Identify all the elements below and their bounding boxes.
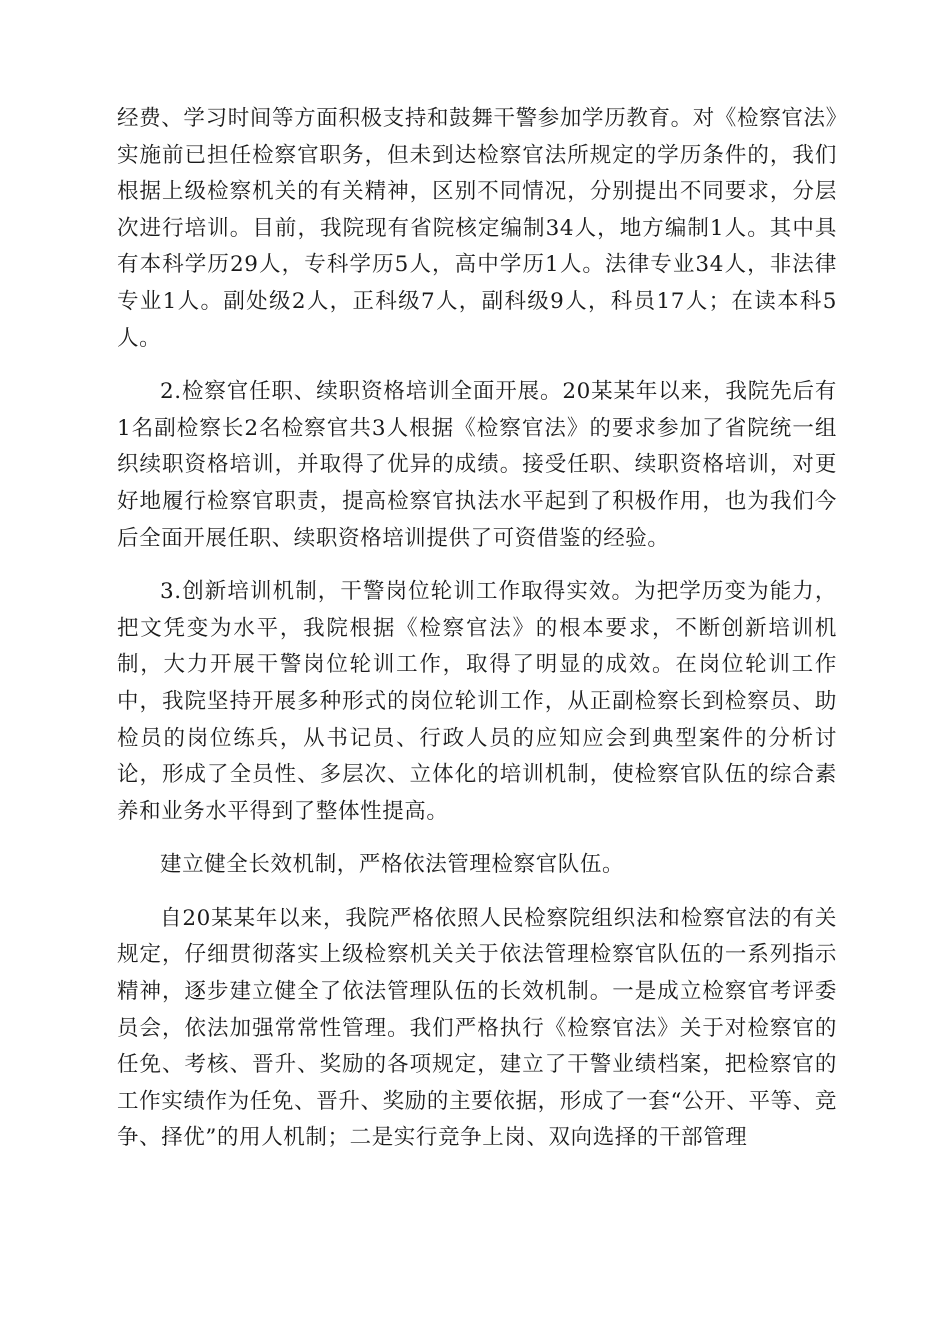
document-body xyxy=(117,101,837,1157)
paragraph-training-mechanism: 3.创新培训机制，干警岗位轮训工作取得实效。为把学历变为能力，把文凭变为水平，我院根据《检察官法》的根本要求，不断创新培训机制，大力开展干警岗位轮训工作，取得了明显的成效。在岗位轮训工作中，我院坚持开展多种形式的岗位轮训工作，从正副检察长到检察员、助检员的岗位练兵，从书记员、行政人员的应知应会到典型案件的分析讨论，形成了全员性、多层次、立体化的培训机制，使检察官队伍的综合素养和业务水平得到了整体性提高。 xyxy=(117,579,837,824)
paragraph-continuation: 经费、学习时间等方面积极支持和鼓舞干警参加学历教育。对《检察官法》实施前已担任检察官职务，但未到达检察官法所规定的学历条件的，我们根据上级检察机关的有关精神，区别不同情况，分别提出不同要求，分层次进行培训。目前，我院现有省院核定编制34人，地方编制1人。其中具有本科学历29人，专科学历5人，高中学历1人。法律专业34人，非法律专业1人。副处级2人，正科级7人，副科级9人，科员17人；在读本科5人。 xyxy=(117,106,837,351)
paragraph-management-mechanism: 自20某某年以来，我院严格依照人民检察院组织法和检察官法的有关规定，仔细贯彻落实上级检察机关关于依法管理检察官队伍的一系列指示精神，逐步建立健全了依法管理队伍的长效机制。一是成立检察官考评委员会，依法加强常常性管理。我们严格执行《检察官法》关于对检察官的任免、考核、晋升、奖励的各项规定，建立了干警业绩档案，把检察官的工作实绩作为任免、晋升、奖励的主要依据，形成了一套“公开、平等、竞争、择优”的用人机制；二是实行竞争上岗、双向选择的干部管理 xyxy=(117,905,837,1151)
paragraph-qualification-training: 2.检察官任职、续职资格培训全面开展。20某某年以来，我院先后有1名副检察长2名检察官共3人根据《检察官法》的要求参加了省院统一组织续职资格培训，并取得了优异的成绩。接受任职、续职资格培训，对更好地履行检察官职责，提高检察官执法水平起到了积极作用，也为我们今后全面开展任职、续职资格培训提供了可资借鉴的经验。 xyxy=(117,379,837,551)
section-heading-long-term-mechanism: 建立健全长效机制，严格依法管理检察官队伍。 xyxy=(160,852,625,878)
